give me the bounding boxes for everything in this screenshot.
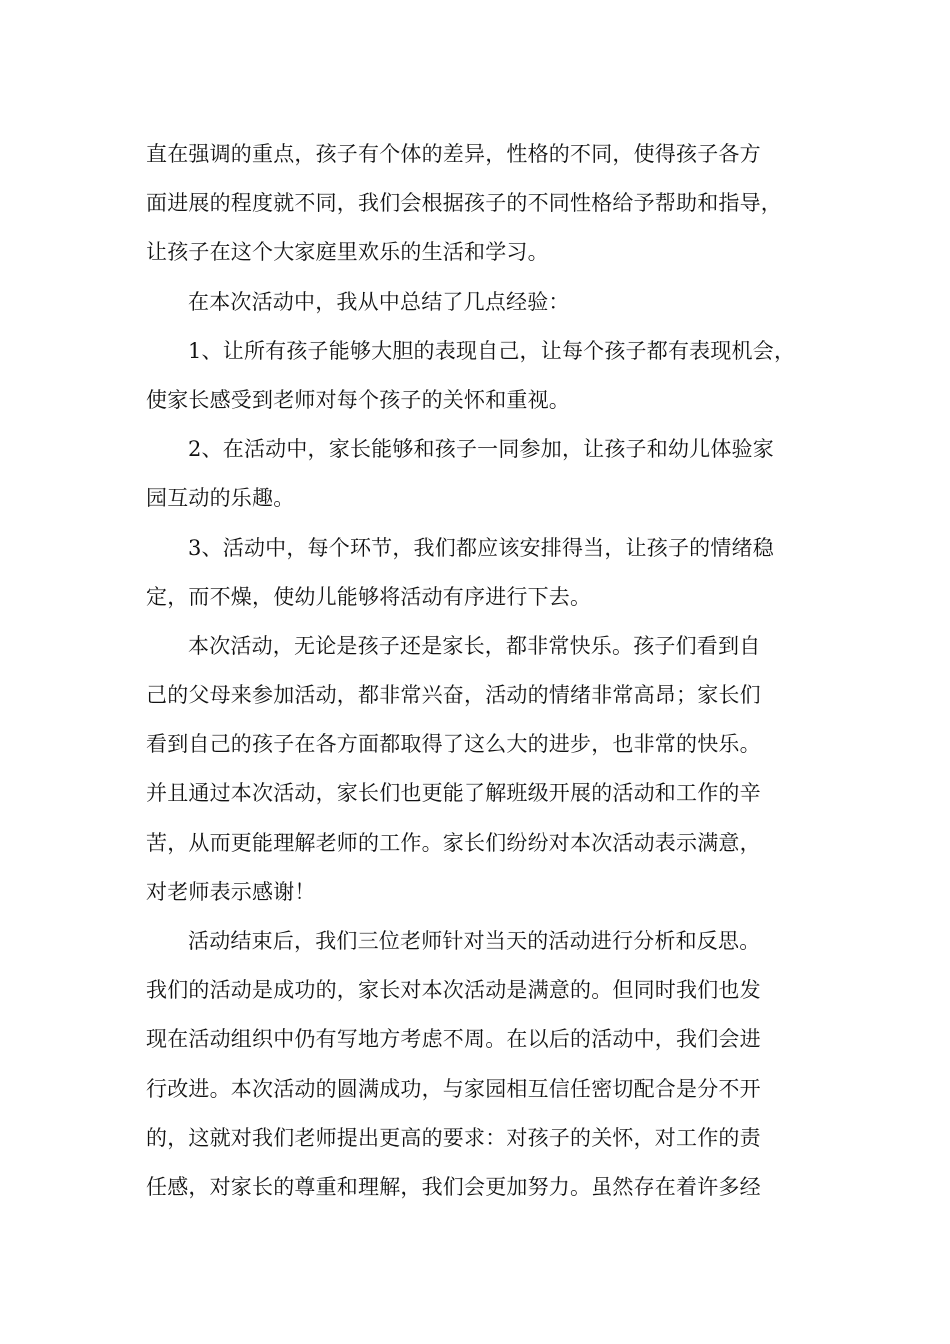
text-line: 现在活动组织中仍有写地方考虑不周。在以后的活动中，我们会进: [146, 1027, 761, 1052]
text-line: 让孩子在这个大家庭里欢乐的生活和学习。: [146, 240, 549, 265]
text-line: 使家长感受到老师对每个孩子的关怀和重视。: [146, 387, 570, 412]
text-line: 的，这就对我们老师提出更高的要求：对孩子的关怀，对工作的责: [146, 1125, 761, 1150]
text-line: 并且通过本次活动，家长们也更能了解班级开展的活动和工作的辛: [146, 781, 761, 806]
text-line: 我们的活动是成功的，家长对本次活动是满意的。但同时我们也发: [146, 978, 761, 1003]
text-line: 看到自己的孩子在各方面都取得了这么大的进步，也非常的快乐。: [146, 732, 761, 757]
text-line: 任感，对家长的尊重和理解，我们会更加努力。虽然存在着许多经: [146, 1174, 761, 1199]
list-item-1-line: 1、让所有孩子能够大胆的表现自己，让每个孩子都有表现机会，: [188, 338, 796, 363]
paragraph-start-line: 在本次活动中，我从中总结了几点经验：: [188, 289, 570, 314]
text-line: 己的父母来参加活动，都非常兴奋，活动的情绪非常高昂；家长们: [146, 683, 761, 708]
list-item-3-line: 3、活动中，每个环节，我们都应该安排得当，让孩子的情绪稳: [188, 535, 774, 560]
text-line: 园互动的乐趣。: [146, 486, 295, 511]
list-item-2-line: 2、在活动中，家长能够和孩子一同参加，让孩子和幼儿体验家: [188, 437, 774, 462]
text-line: 对老师表示感谢！: [146, 879, 316, 904]
document-body: [146, 130, 816, 1212]
text-line: 面进展的程度就不同，我们会根据孩子的不同性格给予帮助和指导，: [146, 191, 782, 216]
text-line: 直在强调的重点，孩子有个体的差异，性格的不同，使得孩子各方: [146, 142, 761, 166]
text-line: 定，而不燥，使幼儿能够将活动有序进行下去。: [146, 584, 592, 609]
paragraph-start-line: 活动结束后，我们三位老师针对当天的活动进行分析和反思。: [188, 929, 761, 953]
text-line: 行改进。本次活动的圆满成功，与家园相互信任密切配合是分不开: [146, 1076, 761, 1101]
paragraph-start-line: 本次活动，无论是孩子还是家长，都非常快乐。孩子们看到自: [188, 633, 761, 658]
text-line: 苦，从而更能理解老师的工作。家长们纷纷对本次活动表示满意，: [146, 830, 761, 855]
